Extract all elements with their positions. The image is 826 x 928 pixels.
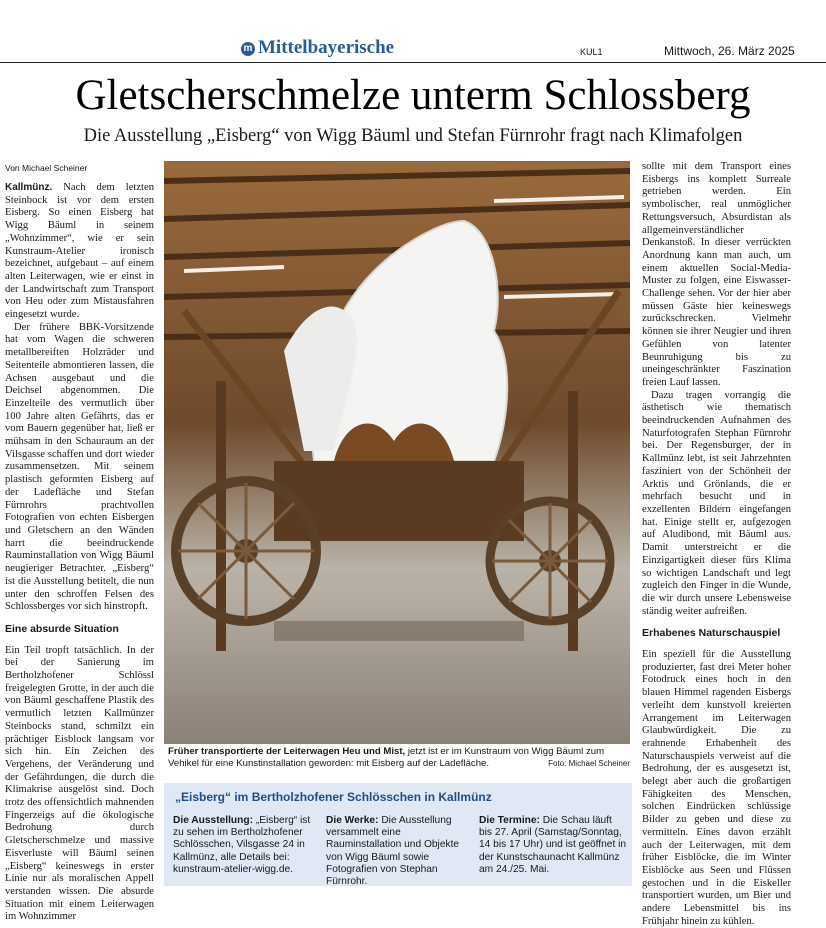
section-code: KUL1: [580, 47, 603, 57]
headline: Gletscherschmelze unterm Schlossberg: [75, 72, 751, 119]
logo-mark-icon: m: [241, 42, 255, 56]
info-label: Die Termine:: [479, 815, 540, 826]
paragraph: Der frühere BBK-Vorsitzende hat vom Wagen die schweren metallbereiften Holzräder und Seitenteile abmontieren lassen, die Achsen ausgebaut und die Deichsel abgenommen. Die Einzelteile des vermutlich über 100 Jahre alten Gefährts, das er vom Bauern gegenüber hat, ließ er mühsam in den Schauraum an der Vilsgasse schaffen und dort wieder zusammensetzen. Mit seinem plastisch geformten Eisberg auf der Ladefläche und Stefan Fürnrohrs prachtvollen Fotografien von echten Eisbergen und Gletschern an den Wänden harrt die beeindruckende Rauminstallation von Wigg Bäuml neugieriger Betrachter. „Eisberg“ ist die Ausstellung betitelt, die nun unter den schroffen Felsen des Schlossberges vor sich hinstropft.: [5, 321, 154, 613]
dateline: Kallmünz.: [5, 182, 53, 193]
paragraph: Ein speziell für die Ausstellung produzierter, fast drei Meter hoher Fotodruck eines hoch in den blauen Himmel ragenden Eisbergs verleiht dem kunstvoll kreierten Arrangement im Leiterwagen Glaubwürdigkeit. Die zu erahnende Erhabenheit des Naturschauspiels verweist auf die Bedrohung, der es ausgesetzt ist, belegt aber auch die großartigen Fähigkeiten des Menschen, solchen Eindrücken schlüssige Bilder zu geben und diese zu vermitteln. Eines davon erzählt auch der Leiterwagen, mit dem früher Eisblöcke, die im Winter Eisblöcke aus Seen und Flüssen gestochen und in die Eiskeller transportiert wurden, um Bier und andere Lebensmittel bis ins Frühjahr hinein zu kühlen.: [642, 649, 791, 927]
article-column-left: [5, 182, 154, 923]
subheadline: Die Ausstellung „Eisberg“ von Wigg Bäuml und Stefan Fürnrohr fragt nach Klimafolgen: [83, 126, 743, 146]
info-exhibition: [173, 815, 321, 876]
info-text: Die Ausstellung versammelt eine Rauminstallation und Objekte von Wigg Bäuml sowie Fotografien von Stephan Fürnrohr.: [326, 815, 460, 888]
article-column-right: [642, 161, 791, 927]
info-works: [326, 815, 474, 888]
paragraph: sollte mit dem Transport eines Eisbergs ins komplett Surreale getrieben werden. Ein symbolischer, real unmöglicher Rettungsversuch, Absurdistan als allgemeinverständlicher Denkanstoß. In dieser verrückten Anordnung kann man auch, um einem aktuellen Social-Media-Muster zu folgen, eine Eiswasser-Challenge sehen. Vor der hier aber müssen Gäste hier keineswegs zurückschrecken. Vielmehr können sie ihrer Neugier und ihren Gefühlen von latenter Beunruhigung bis zu uneingeschränkter Faszination freien Lauf lassen.: [642, 161, 791, 388]
article-photo[interactable]: [164, 161, 630, 744]
leiterwagen-photo-illustration: [164, 161, 630, 744]
byline: Von Michael Scheiner: [5, 163, 88, 173]
paragraph: [5, 182, 154, 322]
info-label: Die Werke:: [326, 815, 379, 826]
photo-caption: [168, 746, 630, 770]
info-text: Die Schau läuft bis 27. April (Samstag/Sonntag, 14 bis 17 Uhr) und ist geöffnet in der Kunstschaunacht Kallmünz am 24./25. Mai.: [479, 815, 627, 875]
info-box-title: „Eisberg“ im Bertholzhofener Schlösschen in Kallmünz: [175, 790, 492, 804]
floor: [164, 581, 630, 744]
caption-lead: Früher transportierte der Leiterwagen Heu und Mist,: [168, 746, 406, 757]
subheading: Eine absurde Situation: [5, 622, 119, 635]
logo-text: Mittelbayerische: [258, 37, 395, 58]
newspaper-logo[interactable]: [241, 37, 394, 59]
caption-text: jetzt ist er im Kunstraum von Wigg Bäuml zum Vehikel für eine Kunstinstallation geworden: mit Eisberg auf der Ladefläche.: [168, 746, 605, 769]
photo-credit: Foto: Michael Scheiner: [548, 759, 630, 768]
subheading: Erhabenes Naturschauspiel: [642, 627, 781, 640]
paragraph: Ein Teil tropft tatsächlich. In der bei der Sanierung im Bertholzhofener Schlössl freigelegten Grotte, in der auch die von Bäuml geschaffene Plastik des vermutlich letzten Kallmünzer Steinbocks stand, schmilzt ein prächtiger Eisblock langsam vor sich hin. Ein Zeichen des Vergehens, der Veränderung und der Gefährdungen, die durch die Klimakrise ausgelöst sind. Doch trotz des offensichtlich mahnenden Fingerzeigs auf die ökologische Bedrohung durch Gletscherschmelze und massive Eisverluste will Bäuml seinen „Eisberg“ keineswegs in erster Linie nur als moralischen Appell verstanden wissen. Die absurde Situation mit einem Leiterwagen im Wohnzimmer: [5, 644, 154, 923]
wagon-shadow: [274, 621, 524, 641]
masthead-divider: [0, 62, 826, 63]
info-dates: [479, 815, 627, 876]
paragraph-text: Nach dem letzten Steinbock ist vor dem ersten Eisberg. So einen Eisberg hat Wigg Bäuml in seinem „Wohnzimmer“, wie er sein Kunstraum-Atelier ironisch bezeichnet, aufgebaut – auf einem alten Leiterwagen, wie er einst in der Landwirtschaft zum Transport von Heu oder zum Mistausfahren eingesetzt wurde.: [5, 182, 154, 321]
info-text: „Eisberg“ ist zu sehen im Bertholzhofener Schlösschen, Vilsgasse 24 in Kallmünz, alle Details bei: kunstraum-atelier-wigg.de.: [173, 815, 311, 875]
issue-date: Mittwoch, 26. März 2025: [664, 44, 795, 58]
masthead: [0, 0, 826, 60]
info-label: Die Ausstellung:: [173, 815, 253, 826]
paragraph: Dazu tragen vorrangig die ästhetisch wie thematisch beeindruckenden Aufnahmen des Naturfotografen Stephan Fürnrohr bei. Der Regensburger, der in Kallmünz lebt, ist seit Jahrzehnten fasziniert von der Schönheit der Arktis und Grönlands, die er mehrfach besucht und in exzellenten Bildern eingefangen hat. Einige stellt er, aufgezogen auf Aludibond, mit Bäuml aus. Damit unterstreicht er die Einzigartigkeit dieser fürs Klima so wichtigen Landschaft und legt zugleich den Finger in die Wunde, die wir durch unsere Lebensweise ständig weiter aufreißen.: [642, 389, 791, 617]
